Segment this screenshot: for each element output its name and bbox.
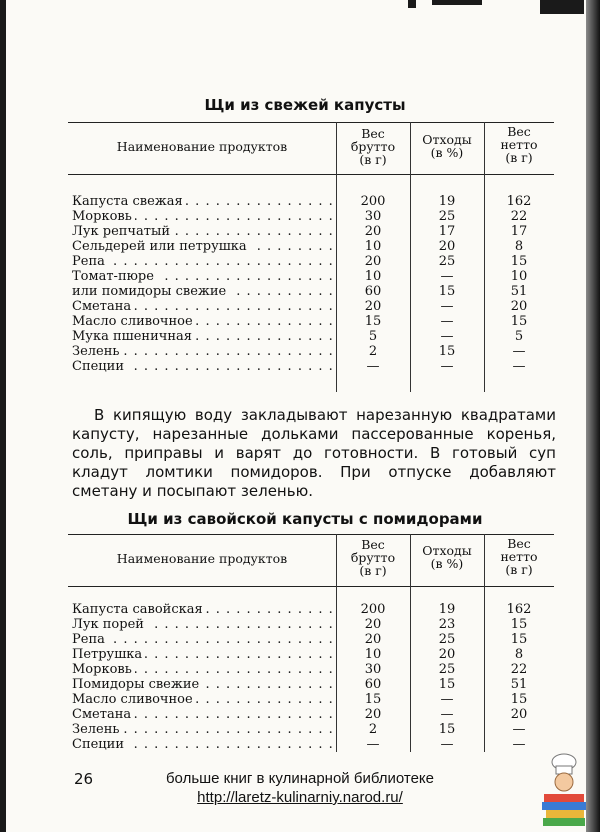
recipe1-table <box>68 122 554 394</box>
cookbook-chef-icon <box>538 748 590 828</box>
table-row: Морковь . . . 30 25 22 <box>68 662 554 677</box>
table-row: Томат-пюре . . . 10 — 10 <box>68 269 554 284</box>
scan-edge-left <box>0 0 6 832</box>
recipe2-title: Щи из савойской капусты с помидорами <box>127 510 483 528</box>
table-header-rule <box>68 174 554 175</box>
table-top-rule <box>68 122 554 123</box>
cooking-instructions: В кипящую воду закладывают нарезанную квадратами капусту, нарезанные дольками пассерованные коренья, соль, приправы и варят до готовности. В готовый суп кладут ломтики помидоров. При отпуске добавляют сметану и посыпают зеленью. <box>72 406 556 500</box>
table-row: Сметана . . . 20 — 20 <box>68 299 554 314</box>
table-row: Репа . . . 20 25 15 <box>68 254 554 269</box>
header-waste: Отходы (в %) <box>422 132 472 160</box>
table-row: Капуста савойская . . . 200 19 162 <box>68 602 554 617</box>
header-gross: Вес брутто (в г) <box>350 537 396 578</box>
table-row: Помидоры свежие . . . 60 15 51 <box>68 677 554 692</box>
table-row: Морковь . . . 30 25 22 <box>68 209 554 224</box>
page-number: 26 <box>74 770 94 788</box>
table-top-rule <box>68 534 554 535</box>
table-row: Капуста свежая . . . 200 19 162 <box>68 194 554 209</box>
table-row: Лук репчатый . . . 20 17 17 <box>68 224 554 239</box>
table-row: Зелень . . . 2 15 — <box>68 344 554 359</box>
recipe1-title: Щи из свежей капусты <box>204 96 406 114</box>
table-row: Петрушка . . . 10 20 8 <box>68 647 554 662</box>
table-row: Репа . . . 20 25 15 <box>68 632 554 647</box>
header-net: Вес нетто (в г) <box>500 124 538 165</box>
table-row: Масло сливочное . . . 15 — 15 <box>68 314 554 329</box>
footer-library-link[interactable]: http://laretz-kulinarniy.narod.ru/ <box>197 789 403 806</box>
table-row: Мука пшеничная . . . 5 — 5 <box>68 329 554 344</box>
header-gross: Вес брутто (в г) <box>350 126 396 167</box>
scan-edge-right <box>586 0 600 832</box>
header-name: Наименование продуктов <box>116 551 288 566</box>
header-waste: Отходы (в %) <box>422 543 472 571</box>
scan-mark <box>432 0 482 5</box>
header-name: Наименование продуктов <box>116 139 288 154</box>
table-row: Лук порей . . . 20 23 15 <box>68 617 554 632</box>
recipe2-table <box>68 534 554 754</box>
table-row: Зелень . . . 2 15 — <box>68 722 554 737</box>
scan-mark <box>408 0 416 8</box>
table-header-rule <box>68 586 554 587</box>
table-row: или помидоры свежие . . . 60 15 51 <box>68 284 554 299</box>
scan-mark <box>540 0 584 14</box>
table-row: Масло сливочное . . . 15 — 15 <box>68 692 554 707</box>
table-row: Сметана . . . 20 — 20 <box>68 707 554 722</box>
footer-library-text: больше книг в кулинарной библиотеке <box>165 770 435 787</box>
table-row: Специи . . . — — — <box>68 359 554 374</box>
table-row: Специи . . . — — — <box>68 737 554 752</box>
header-net: Вес нетто (в г) <box>500 536 538 577</box>
table-row: Сельдерей или петрушка . . . 10 20 8 <box>68 239 554 254</box>
